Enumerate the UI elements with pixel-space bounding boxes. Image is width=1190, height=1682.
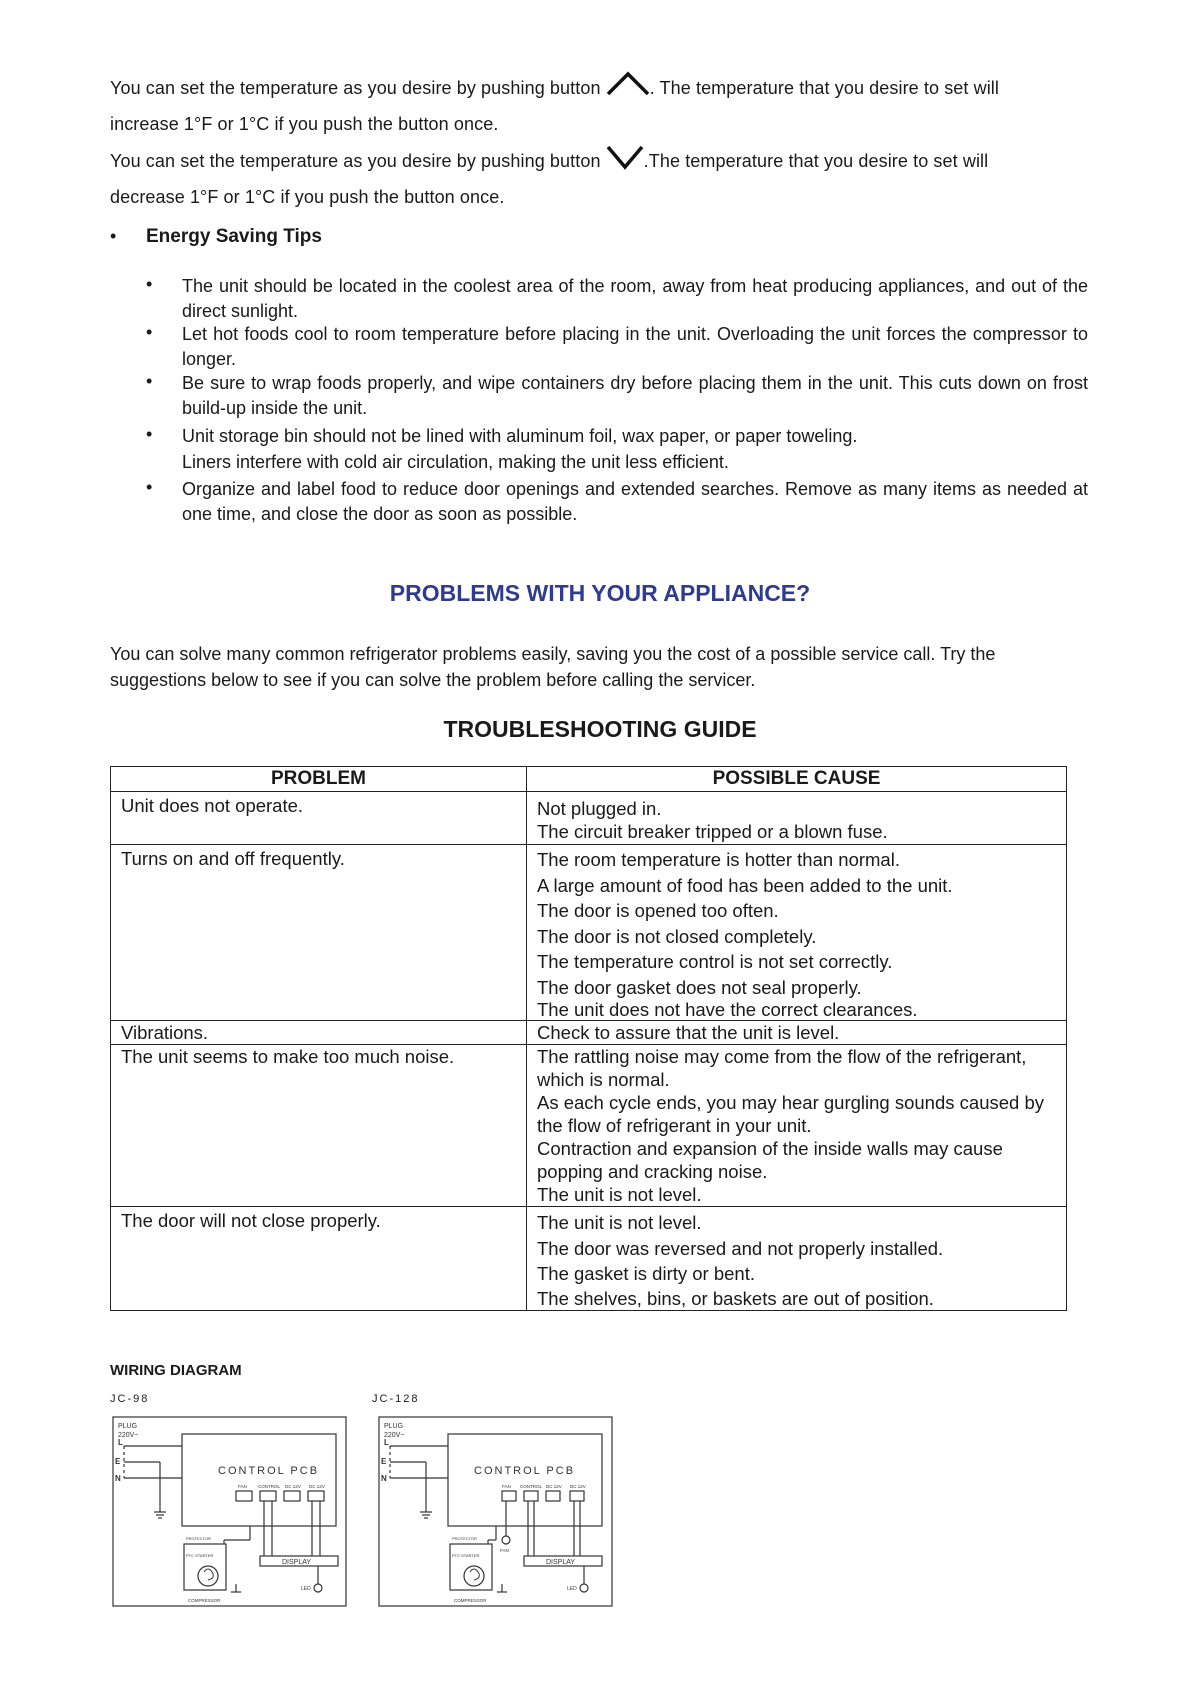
problems-heading: PROBLEMS WITH YOUR APPLIANCE? xyxy=(389,580,811,606)
table-row xyxy=(111,1021,1067,1045)
model-label-jc98: JC-98 xyxy=(110,1393,150,1405)
tips-heading-bullet: • xyxy=(110,226,117,246)
wiring-diagram-jc128 xyxy=(378,1416,614,1608)
tip-item: Let hot foods cool to room temperature before placing in the unit. Overloading the unit forces the compressor to longer. xyxy=(182,324,1088,369)
earth-label: E xyxy=(115,1457,121,1466)
intro-paragraph-decrease xyxy=(110,143,1090,213)
cause-line: The door is opened too often. xyxy=(537,900,779,921)
problem-cell: Unit does not operate. xyxy=(111,792,527,845)
tip-item: Unit storage bin should not be lined with aluminum foil, wax paper, or paper toweling. xyxy=(182,426,858,446)
fan-terminal-label: FAN xyxy=(238,1484,247,1489)
tips-heading: Energy Saving Tips xyxy=(146,226,322,247)
line-label: L xyxy=(384,1438,389,1447)
cause-line: The temperature control is not set correctly. xyxy=(537,951,893,972)
control-terminal-label: CONTROL xyxy=(520,1484,543,1489)
earth-label: E xyxy=(381,1457,387,1466)
cause-line: The rattling noise may come from the flow of the refrigerant, which is normal. xyxy=(537,1046,1027,1090)
header-problem: PROBLEM xyxy=(111,767,527,792)
table-row xyxy=(111,845,1067,1021)
cause-cell xyxy=(527,1021,1067,1045)
intro-paragraph-increase xyxy=(110,70,1090,140)
cause-cell xyxy=(527,1207,1067,1311)
cause-line: The shelves, bins, or baskets are out of position. xyxy=(537,1287,934,1309)
fan-motor-label: FAN xyxy=(500,1548,509,1553)
intro-line-1-cont: increase 1°F or 1°C if you push the button once. xyxy=(110,114,499,134)
cause-line: As each cycle ends, you may hear gurgling sounds caused by the flow of refrigerant in your unit. xyxy=(537,1092,1044,1136)
control-pcb-label: CONTROL PCB xyxy=(474,1465,576,1477)
troubleshooting-table xyxy=(110,766,1067,1311)
problems-intro: You can solve many common refrigerator problems easily, saving you the cost of a possible service call. Try the suggestions below to see if you can solve the problem before calling the servicer. xyxy=(110,644,996,690)
problem-cell: Vibrations. xyxy=(111,1021,527,1045)
tip-bullet: • xyxy=(146,274,153,294)
dc12v-terminal-label: DC 12V xyxy=(546,1484,562,1489)
cause-line: The unit does not have the correct clearances. xyxy=(537,999,918,1020)
down-chevron-icon xyxy=(606,143,644,181)
control-terminal-label: CONTROL xyxy=(258,1484,281,1489)
neutral-label: N xyxy=(381,1474,387,1483)
header-cause: POSSIBLE CAUSE xyxy=(527,767,1067,792)
voltage-label: 220V~ xyxy=(384,1432,405,1439)
cause-line: The door gasket does not seal properly. xyxy=(537,976,862,998)
wiring-diagram-title: WIRING DIAGRAM xyxy=(110,1362,242,1379)
tip-item-continued: Liners interfere with cold air circulation, making the unit less efficient. xyxy=(182,452,729,472)
table-header-row xyxy=(111,767,1067,792)
tip-bullet: • xyxy=(146,477,153,497)
wiring-diagram-jc98 xyxy=(112,1416,348,1608)
table-row xyxy=(111,792,1067,845)
cause-line: The gasket is dirty or bent. xyxy=(537,1263,755,1284)
led-label: LED xyxy=(301,1586,311,1592)
cause-line: A large amount of food has been added to the unit. xyxy=(537,874,953,896)
voltage-label: 220V~ xyxy=(118,1432,139,1439)
tip-bullet: • xyxy=(146,371,153,391)
guide-heading: TROUBLESHOOTING GUIDE xyxy=(443,716,757,742)
protector-label: PROTECTOR xyxy=(186,1536,212,1541)
table-row xyxy=(111,1207,1067,1311)
display-label: DISPLAY xyxy=(546,1559,576,1566)
tip-item: The unit should be located in the coolest area of the room, away from heat producing appliances, and out of the direct sunlight. xyxy=(182,276,1088,321)
neutral-label: N xyxy=(115,1474,121,1483)
fan-terminal-label: FAN xyxy=(502,1484,511,1489)
cause-line: The unit is not level. xyxy=(537,1184,702,1205)
cause-line: The circuit breaker tripped or a blown fuse. xyxy=(537,821,888,842)
cause-line: Contraction and expansion of the inside walls may cause popping and cracking noise. xyxy=(537,1138,1003,1182)
cause-line: The door was reversed and not properly installed. xyxy=(537,1237,944,1259)
cause-cell xyxy=(527,792,1067,845)
compressor-label: COMPRESSOR xyxy=(454,1598,487,1603)
intro-line-1: You can set the temperature as you desire by pushing button . The temperature that you desire to set will xyxy=(110,70,1090,108)
tip-item: Be sure to wrap foods properly, and wipe containers dry before placing them in the unit. This cuts down on frost build-up inside the unit. xyxy=(182,373,1088,418)
tip-item: Organize and label food to reduce door openings and extended searches. Remove as many items as needed at one time, and close the door as soon as possible. xyxy=(182,479,1088,524)
compressor-label: COMPRESSOR xyxy=(188,1598,221,1603)
cause-line: Not plugged in. xyxy=(537,798,662,819)
line-label: L xyxy=(118,1438,123,1447)
table-row xyxy=(111,1045,1067,1207)
model-label-jc128: JC-128 xyxy=(372,1393,420,1405)
ptc-label: PTC STARTER xyxy=(452,1553,480,1558)
control-pcb-label: CONTROL PCB xyxy=(218,1465,320,1477)
dc12v-terminal-label-2: DC 12V xyxy=(570,1484,586,1489)
intro-line-2-cont: decrease 1°F or 1°C if you push the button once. xyxy=(110,187,505,207)
problem-cell: The unit seems to make too much noise. xyxy=(111,1045,527,1207)
compressor-coil-icon xyxy=(204,1569,213,1580)
dc12v-terminal-label: DC 12V xyxy=(285,1484,301,1489)
plug-label: PLUG xyxy=(118,1423,138,1430)
tip-bullet: • xyxy=(146,322,153,342)
ptc-label: PTC STARTER xyxy=(186,1553,214,1558)
tip-bullet: • xyxy=(146,424,153,444)
cause-line: Check to assure that the unit is level. xyxy=(537,1022,840,1043)
problem-cell: Turns on and off frequently. xyxy=(111,845,527,1021)
cause-line: The door is not closed completely. xyxy=(537,925,817,947)
cause-cell xyxy=(527,1045,1067,1207)
up-chevron-icon xyxy=(606,70,650,108)
cause-line: The unit is not level. xyxy=(537,1212,702,1233)
display-label: DISPLAY xyxy=(282,1559,312,1566)
led-label: LED xyxy=(567,1586,577,1592)
compressor-coil-icon xyxy=(470,1569,479,1580)
plug-label: PLUG xyxy=(384,1423,404,1430)
dc12v-terminal-label-2: DC 12V xyxy=(309,1484,325,1489)
cause-cell xyxy=(527,845,1067,1021)
problem-cell: The door will not close properly. xyxy=(111,1207,527,1311)
intro-line-2: You can set the temperature as you desire by pushing button .The temperature that you desire to set will xyxy=(110,143,1090,181)
protector-label: PROTECTOR xyxy=(452,1536,478,1541)
cause-line: The room temperature is hotter than normal. xyxy=(537,849,900,870)
